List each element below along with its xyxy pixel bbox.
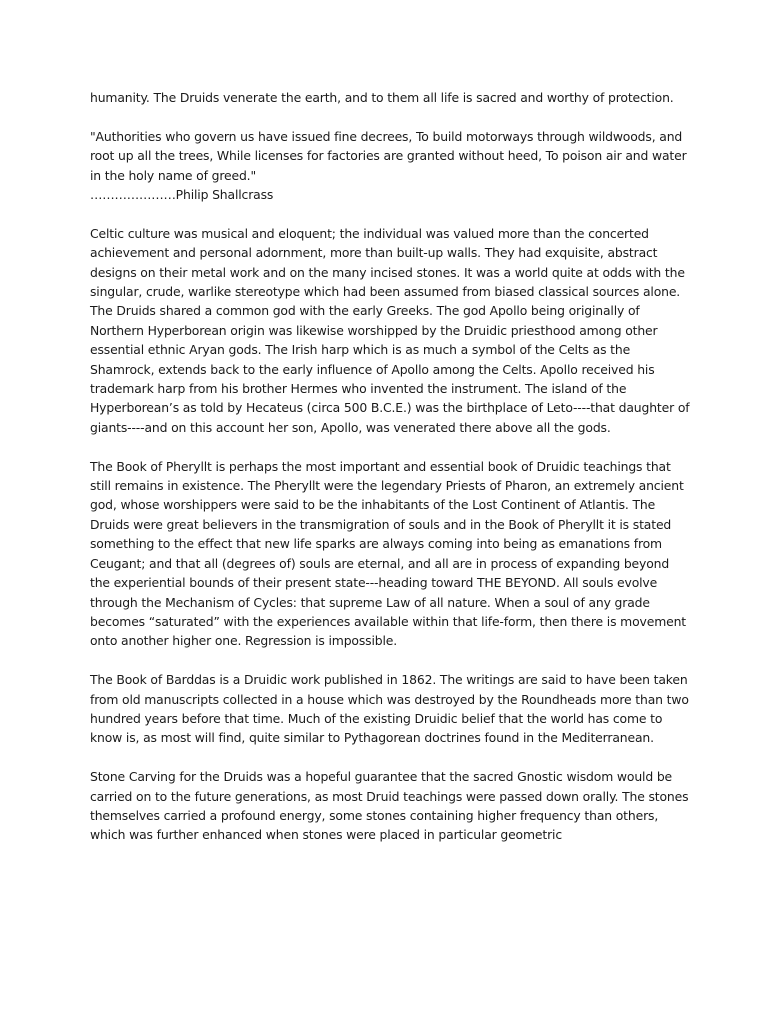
quote-attribution: …………………Philip Shallcrass: [90, 187, 274, 203]
paragraph-book-of-barddas: The Book of Barddas is a Druidic work published in 1862. The writings are said to have been taken from old manuscripts collected in a house which was destroyed by the Roundheads more than two hundred years before that time. Much of the existing Druidic belief that the world has come to know is, as most will find, quite similar to Pythagorean doctrines found in the Mediterranean.: [90, 672, 689, 746]
paragraph-book-of-pheryllt: The Book of Pheryllt is perhaps the most important and essential book of Druidic teachings that still remains in existence. The Pheryllt were the legendary Priests of Pharon, an extremely ancient god, whose worshippers were said to be the inhabitants of the Lost Continent of Atlantis. The Druids were great believers in the transmigration of souls and in the Book of Pheryllt it is stated something to the effect that new life sparks are always coming into being as emanations from Ceugant; and that all (degrees of) souls are eternal, and all are in process of expanding beyond the experiential bounds of their present state---heading toward THE BEYOND. All souls evolve through the Mechanism of Cycles: that supreme Law of all nature. When a soul of any grade becomes “saturated” with the experiences available within that life-form, then there is movement onto another higher one. Regression is impossible.: [90, 458, 686, 649]
quote-text: "Authorities who govern us have issued fine decrees, To build motorways through wildwoods, and root up all the trees, While licenses for factories are granted without heed, To poison air and water in the holy name of greed.": [90, 128, 687, 183]
text-column: [90, 88, 690, 864]
paragraph-celtic-culture: Celtic culture was musical and eloquent; the individual was valued more than the concerted achievement and personal adornment, more than built-up walls. They had exquisite, abstract designs on their metal work and on the many incised stones. It was a world quite at odds with the singular, crude, warlike stereotype which had been assumed from biased classical sources alone. The Druids shared a common god with the early Greeks. The god Apollo being originally of Northern Hyperborean origin was likewise worshipped by the Druidic priesthood among other essential ethnic Aryan gods. The Irish harp which is as much a symbol of the Celts as the Shamrock, extends back to the early influence of Apollo among the Celts. Apollo received his trademark harp from his brother Hermes who invented the instrument. The island of the Hyperborean’s as told by Hecateus (circa 500 B.C.E.) was the birthplace of Leto----that daughter of giants----and on this account her son, Apollo, was venerated there above all the gods.: [90, 225, 690, 435]
paragraph-stone-carving: Stone Carving for the Druids was a hopeful guarantee that the sacred Gnostic wisdom would be carried on to the future generations, as most Druid teachings were passed down orally. The stones themselves carried a profound energy, some stones containing higher frequency than others, which was further enhanced when stones were placed in particular geometric: [90, 769, 689, 843]
paragraph-humanity: humanity. The Druids venerate the earth, and to them all life is sacred and worthy of protection.: [90, 90, 674, 105]
paragraph-quote: [90, 127, 690, 205]
